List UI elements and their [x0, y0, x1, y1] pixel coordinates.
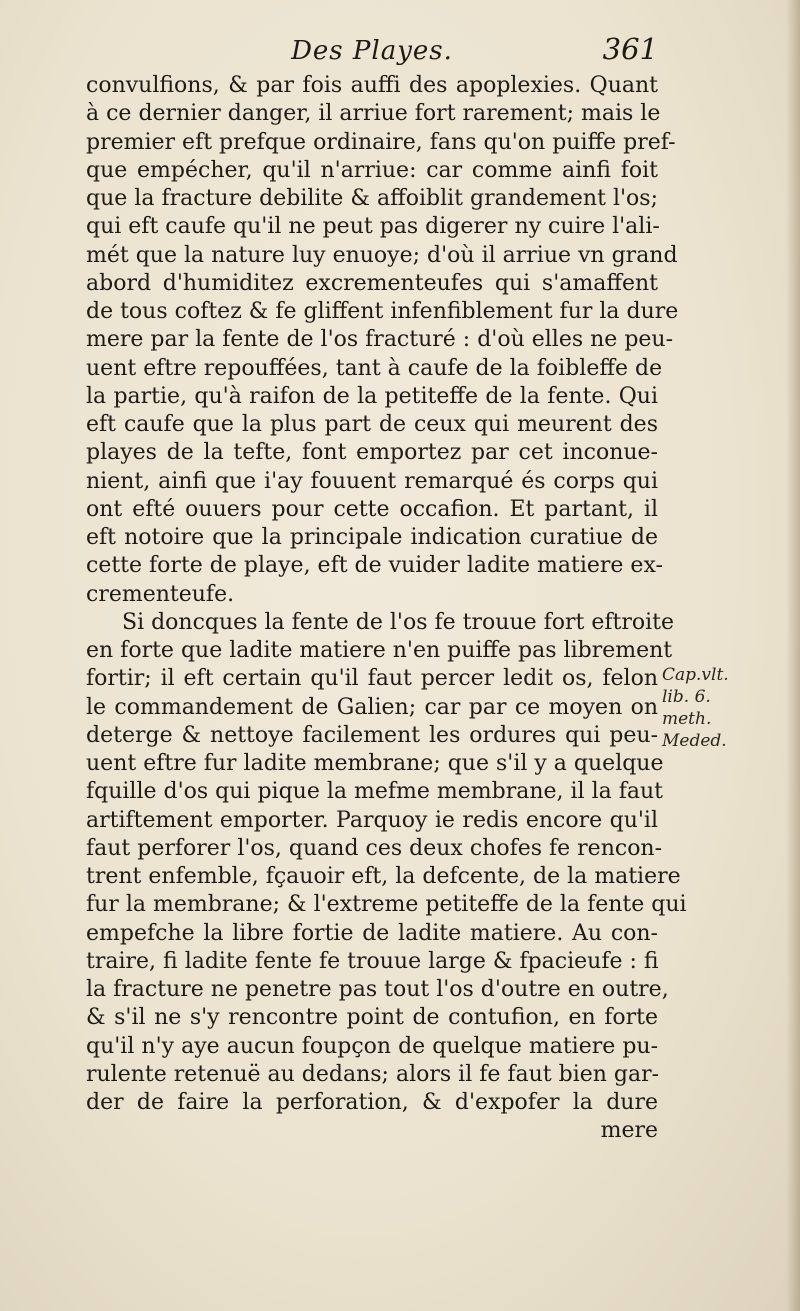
text-line: cette forte de playe, eft de vuider ladite matiere ex-	[86, 553, 663, 579]
text-line: que la fracture debilite & affoiblit grandement l'os;	[86, 186, 658, 211]
text-line: deterge & nettoye facilement les ordures qui peu-	[86, 722, 658, 748]
text-line: premier eft prefque ordinaire, fans qu'on puiffe pref-	[86, 129, 676, 155]
catchword: mere	[600, 1118, 658, 1144]
text-line: qu'il n'y aye aucun foupçon de quelque matiere pu-	[86, 1033, 658, 1059]
text-line: empefche la libre fortie de ladite matiere. Au con-	[86, 920, 658, 946]
text-line: eft notoire que la principale indication curatiue de	[86, 525, 658, 550]
text-line: qui eft caufe qu'il ne peut pas digerer ny cuire l'ali-	[86, 214, 660, 240]
text-line: crementeufe.	[86, 581, 235, 607]
page-header	[86, 32, 658, 72]
text-line: le commandement de Galien; car par ce moyen on	[86, 694, 658, 720]
text-line: faut perforer l'os, quand ces deux chofes fe rencon-	[86, 835, 663, 861]
text-line: abord d'humiditez excrementeufes qui s'amaffent	[86, 270, 658, 296]
text-line: fortir; il eft certain qu'il faut percer ledit os, felon	[86, 666, 658, 692]
page-edge-shadow	[786, 0, 800, 1311]
text-line: rulente retenuë au dedans; alors il fe faut bien gar-	[86, 1061, 660, 1087]
margin-note-line: Meded.	[662, 731, 727, 751]
text-line: en forte que ladite matiere n'en puiffe pas librement	[86, 638, 673, 663]
text-line: mét que la nature luy enuoye; d'où il arriue vn grand	[86, 242, 678, 268]
text-line: la fracture ne penetre pas tout l'os d'outre en outre,	[86, 977, 669, 1002]
text-line: mere par la fente de l'os fracturé : d'où elles ne peu-	[86, 327, 674, 353]
running-title: Des Playes.	[291, 36, 453, 66]
text-line: uent eftre repouffées, tant à caufe de la foibleffe de	[86, 355, 663, 381]
text-line: playes de la tefte, font emportez par cet inconue-	[86, 440, 658, 466]
page-number: 361	[602, 32, 658, 66]
text-line: convulfions, & par fois auffi des apoplexies. Quant	[86, 73, 658, 98]
text-line: nient, ainfi que i'ay fouuent remarqué és corps qui	[86, 468, 658, 494]
text-line: fquille d'os qui pique la mefme membrane, il la faut	[86, 779, 663, 805]
margin-note-line: Cap.vlt.	[662, 665, 729, 685]
text-line: Si doncques la fente de l'os fe trouue fort eftroite	[122, 609, 675, 635]
margin-note-line: lib. 6.	[662, 687, 711, 707]
text-line: trent enfemble, fçauoir eft, la defcente, de la matiere	[86, 864, 681, 889]
text-line: eft caufe que la plus part de ceux qui meurent des	[86, 412, 658, 437]
margin-note	[662, 664, 792, 752]
text-line: uent eftre fur ladite membrane; que s'il y a quelque	[86, 751, 664, 776]
text-line: que empécher, qu'il n'arriue: car comme ainfi foit	[86, 157, 658, 183]
text-line: & s'il ne s'y rencontre point de contufion, en forte	[86, 1005, 658, 1031]
text-line: der de faire la perforation, & d'expofer la dure	[86, 1090, 658, 1115]
margin-note-line: meth.	[662, 709, 712, 729]
text-line: traire, fi ladite fente fe trouue large & fpacieufe : fi	[86, 948, 659, 974]
text-line: fur la membrane; & l'extreme petiteffe de la fente qui	[86, 892, 687, 918]
text-line: artiftement emporter. Parquoy ie redis encore qu'il	[86, 807, 658, 833]
text-line: de tous coftez & fe gliffent infenfiblement fur la dure	[86, 299, 679, 324]
text-line: ont efté ouuers pour cette occafion. Et partant, il	[86, 496, 658, 522]
text-line: à ce dernier danger, il arriue fort rarement; mais le	[86, 101, 661, 127]
text-line: la partie, qu'à raifon de la petiteffe de la fente. Qui	[86, 383, 658, 409]
